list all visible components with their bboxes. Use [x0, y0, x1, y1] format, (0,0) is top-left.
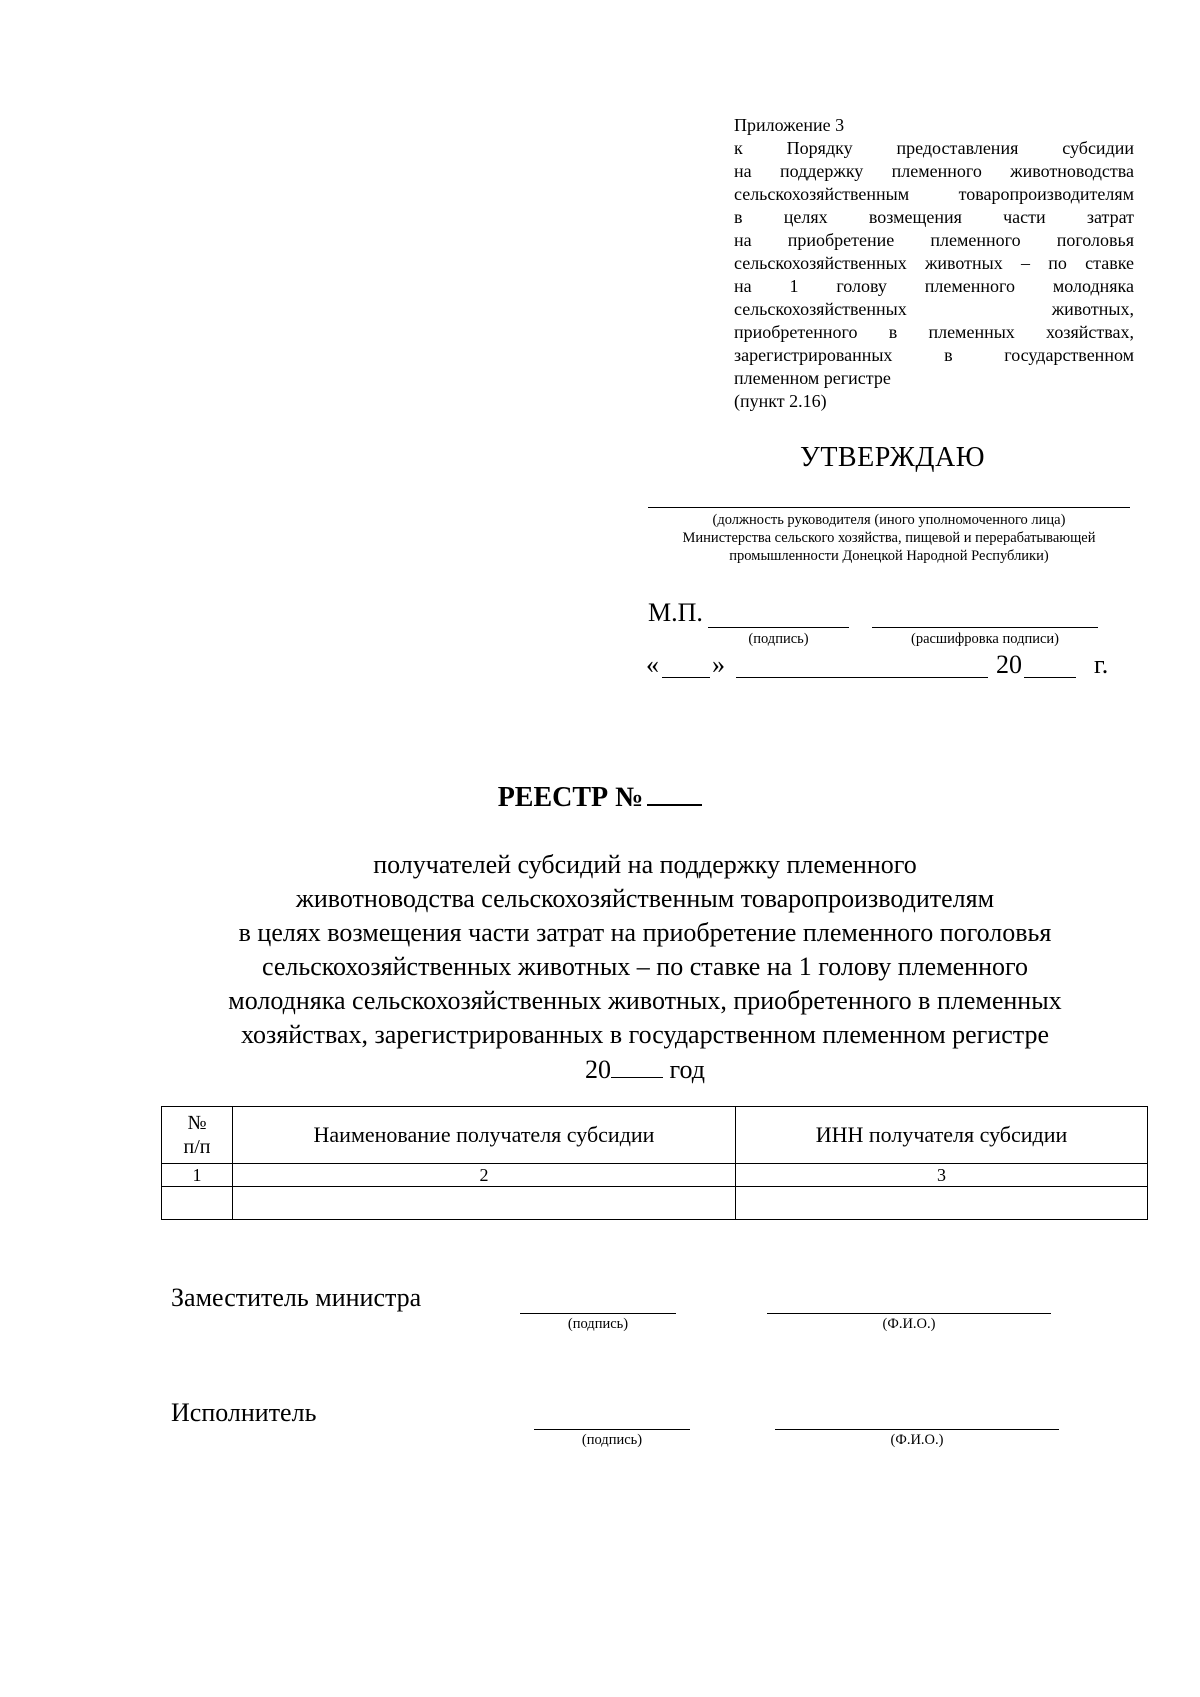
year-prefix: 20	[996, 650, 1022, 679]
date-open-quote: «	[646, 650, 659, 679]
subtitle-line: хозяйствах, зарегистрированных в государственном племенном регистре	[240, 1020, 1050, 1049]
day-blank	[662, 650, 710, 678]
header-number-pp: п/п	[183, 1136, 211, 1158]
decode-line	[872, 627, 1098, 628]
position-caption	[648, 511, 1130, 565]
stamp-label: М.П.	[648, 598, 703, 627]
column-number: 1	[162, 1164, 233, 1187]
deputy-minister-label: Заместитель министра	[171, 1283, 422, 1312]
table-row	[162, 1187, 1148, 1220]
appendix-line: в целях возмещения части затрат	[734, 207, 1134, 227]
appendix-line: на 1 голову племенного молодняка	[734, 276, 1134, 296]
appendix-block	[734, 114, 1134, 413]
column-number: 3	[736, 1164, 1148, 1187]
subtitle-line: сельскохозяйственных животных – по ставке на 1 голову племенного	[261, 952, 1029, 981]
year-prefix: 20	[585, 1055, 611, 1084]
deputy-name-line	[767, 1313, 1051, 1314]
registry-number-blank	[647, 778, 702, 806]
appendix-line: приобретенного в племенных хозяйствах,	[734, 322, 1134, 342]
appendix-point: (пункт 2.16)	[734, 391, 827, 411]
table-cell	[233, 1187, 736, 1220]
year-blank	[1024, 650, 1076, 678]
month-blank	[736, 650, 988, 678]
recipients-table	[161, 1106, 1148, 1220]
date-close-quote: »	[712, 650, 725, 679]
position-caption-line: промышленности Донецкой Народной Республики)	[729, 548, 1049, 564]
executor-signature-caption: (подпись)	[581, 1432, 643, 1448]
deputy-signature-line	[520, 1313, 676, 1314]
appendix-line: к Порядку предоставления субсидии	[734, 138, 1134, 158]
subtitle-year	[140, 1052, 1150, 1087]
deputy-signature-caption: (подпись)	[567, 1316, 629, 1332]
appendix-line: зарегистрированных в государственном	[734, 345, 1134, 365]
header-number	[162, 1107, 233, 1164]
decode-caption: (расшифровка подписи)	[910, 631, 1060, 647]
year-word: год	[669, 1055, 705, 1084]
appendix-title: Приложение 3	[734, 115, 845, 135]
position-caption-line: (должность руководителя (иного уполномоченного лица)	[712, 512, 1066, 528]
appendix-line: на поддержку племенного животноводства	[734, 161, 1134, 181]
signature-line	[708, 627, 849, 628]
signature-caption: (подпись)	[748, 631, 809, 647]
position-line	[648, 507, 1130, 508]
deputy-name-caption: (Ф.И.О.)	[882, 1316, 936, 1332]
appendix-line: сельскохозяйственным товаропроизводителям	[734, 184, 1134, 204]
appendix-line: племенном регистре	[734, 368, 891, 388]
appendix-line: сельскохозяйственных животных – по ставке	[734, 253, 1134, 273]
table-header-row	[162, 1107, 1148, 1164]
year-blank	[611, 1052, 663, 1078]
table-number-row	[162, 1164, 1148, 1187]
subtitle-line: молодняка сельскохозяйственных животных, приобретенного в племенных	[228, 986, 1062, 1015]
header-recipient-name: Наименование получателя субсидии	[233, 1107, 736, 1164]
subtitle-line: в целях возмещения части затрат на приобретение племенного поголовья	[238, 918, 1052, 947]
appendix-line: сельскохозяйственных животных,	[734, 299, 1134, 319]
document-title-text: РЕЕСТР №	[497, 782, 644, 813]
position-caption-line: Министерства сельского хозяйства, пищевой и перерабатывающей	[682, 530, 1096, 546]
column-number: 2	[233, 1164, 736, 1187]
executor-name-caption: (Ф.И.О.)	[890, 1432, 944, 1448]
subtitle-line: получателей субсидий на поддержку племенного	[373, 850, 917, 879]
header-number-sign: №	[187, 1112, 207, 1134]
approval-date	[646, 650, 1116, 686]
executor-signature-line	[534, 1429, 690, 1430]
approval-heading: УТВЕРЖДАЮ	[800, 442, 985, 473]
header-recipient-inn: ИНН получателя субсидии	[736, 1107, 1148, 1164]
year-suffix: г.	[1094, 650, 1109, 679]
executor-name-line	[775, 1429, 1059, 1430]
executor-label: Исполнитель	[171, 1398, 317, 1427]
table-cell	[162, 1187, 233, 1220]
document-subtitle	[140, 848, 1150, 1087]
table-cell	[736, 1187, 1148, 1220]
document-title	[0, 778, 1200, 814]
subtitle-line: животноводства сельскохозяйственным товаропроизводителям	[295, 884, 995, 913]
appendix-line: на приобретение племенного поголовья	[734, 230, 1134, 250]
